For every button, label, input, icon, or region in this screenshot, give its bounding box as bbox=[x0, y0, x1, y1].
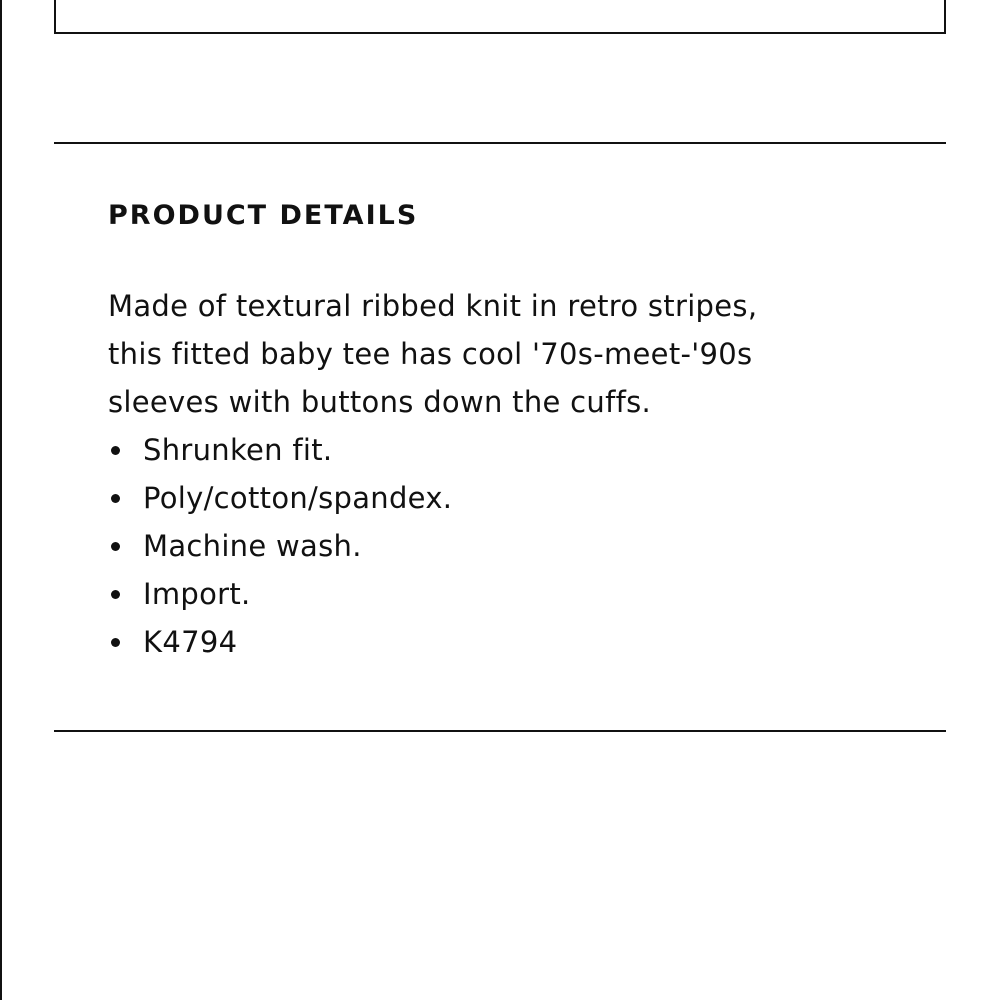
description-line: sleeves with buttons down the cuffs. bbox=[108, 385, 652, 419]
section-divider-bottom bbox=[54, 730, 946, 732]
feature-text: K4794 bbox=[143, 625, 238, 659]
bullet-icon bbox=[111, 446, 120, 455]
product-details-section bbox=[108, 196, 868, 666]
bullet-icon bbox=[111, 590, 120, 599]
bullet-icon bbox=[111, 638, 120, 647]
product-description bbox=[108, 282, 868, 426]
section-divider-top bbox=[54, 142, 946, 144]
page-left-border bbox=[0, 0, 2, 1000]
description-line: Made of textural ribbed knit in retro stripes, bbox=[108, 289, 758, 323]
feature-item bbox=[108, 426, 868, 474]
product-feature-list bbox=[108, 426, 868, 666]
feature-text: Import. bbox=[143, 577, 251, 611]
feature-item bbox=[108, 618, 868, 666]
bullet-icon bbox=[111, 494, 120, 503]
previous-section-box bbox=[54, 0, 946, 34]
feature-text: Poly/cotton/spandex. bbox=[143, 481, 453, 515]
feature-item bbox=[108, 474, 868, 522]
bullet-icon bbox=[111, 542, 120, 551]
description-line: this fitted baby tee has cool '70s-meet-'90s bbox=[108, 337, 753, 371]
product-details-heading: PRODUCT DETAILS bbox=[108, 200, 419, 231]
feature-text: Machine wash. bbox=[143, 529, 362, 563]
feature-item bbox=[108, 570, 868, 618]
feature-text: Shrunken fit. bbox=[143, 433, 333, 467]
feature-item bbox=[108, 522, 868, 570]
